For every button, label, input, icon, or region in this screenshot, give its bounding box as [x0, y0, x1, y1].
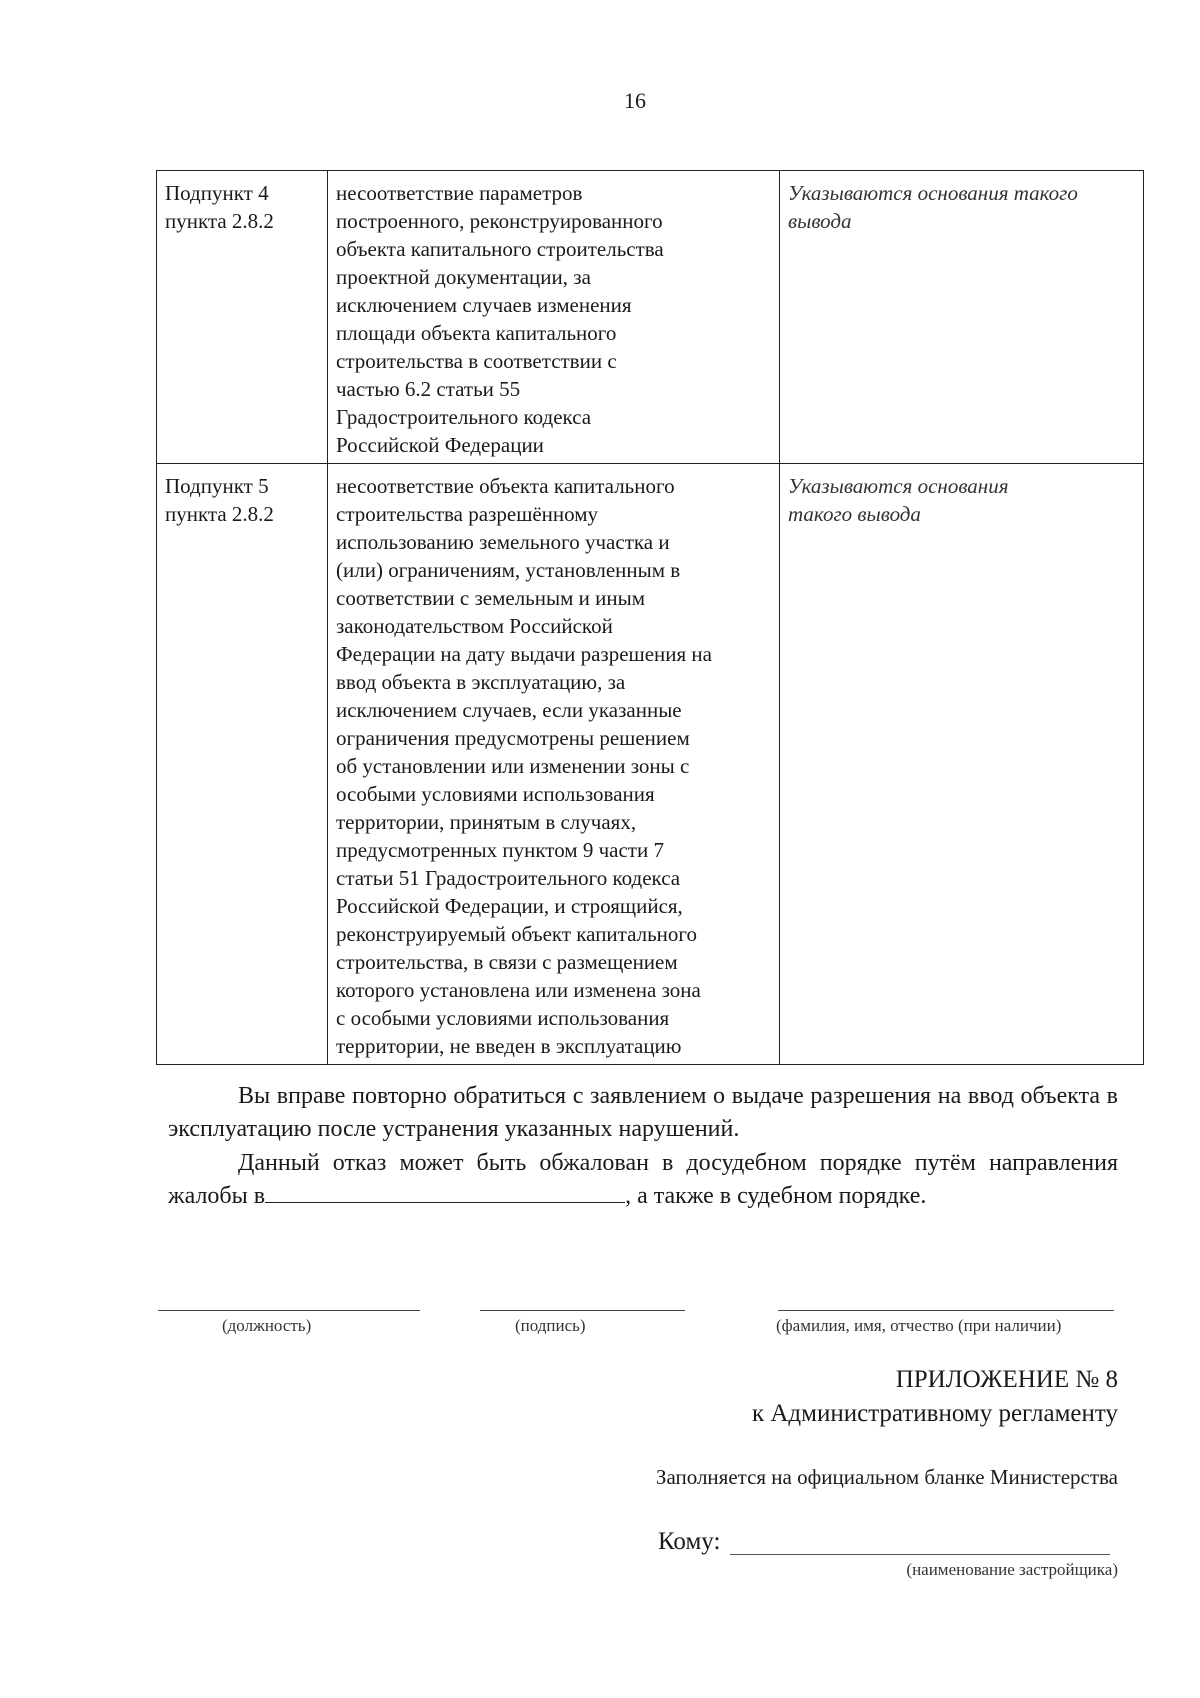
cell-line: частью 6.2 статьи 55	[336, 377, 521, 401]
cell-line: Подпункт 5	[165, 474, 269, 498]
position-label: (должность)	[222, 1316, 312, 1335]
cell-line: строительства разрешённому	[336, 502, 599, 526]
appeal-text-end: , а также в судебном порядке.	[625, 1183, 927, 1209]
cell-line: вывода	[788, 209, 852, 233]
cell-line: (или) ограничениям, установленным в	[336, 558, 681, 582]
cell-line: территории, не введен в эксплуатацию	[336, 1034, 682, 1058]
signature-line	[480, 1310, 685, 1311]
cell-line: площади объекта капитального	[336, 321, 617, 345]
cell-line: предусмотренных пунктом 9 части 7	[336, 838, 664, 862]
table-row	[157, 171, 1144, 464]
cell-line: Российской Федерации, и строящийся,	[336, 894, 683, 918]
cell-line: которого установлена или изменена зона	[336, 978, 701, 1002]
cell-line: пункта 2.8.2	[165, 502, 274, 526]
cell-line: несоответствие параметров	[336, 181, 583, 205]
cell-line: особыми условиями использования	[336, 782, 655, 806]
cell-line: проектной документации, за	[336, 265, 591, 289]
position-line	[158, 1310, 420, 1311]
clause-cell	[157, 464, 328, 1065]
grounds-table	[156, 170, 1144, 1065]
appeal-text-start: Данный отказ может быть обжалован в досудебном порядке путём направления жалобы в	[168, 1150, 1118, 1209]
appendix-subtitle: к Административному регламенту	[751, 1400, 1118, 1427]
cell-line: Федерации на дату выдачи разрешения на	[336, 642, 712, 666]
appeal-body-blank	[265, 1180, 625, 1203]
recipient-label: Кому:	[658, 1528, 721, 1555]
cell-line: Указываются основания	[788, 474, 1009, 498]
cell-line: Подпункт 4	[165, 181, 269, 205]
cell-line: пункта 2.8.2	[165, 209, 274, 233]
cell-line: такого вывода	[788, 502, 921, 526]
cell-line: соответствии с земельным и иным	[336, 586, 646, 610]
cell-line: реконструируемый объект капитального	[336, 922, 697, 946]
note-cell	[780, 464, 1144, 1065]
cell-line: Российской Федерации	[336, 433, 544, 457]
cell-line: строительства, в связи с размещением	[336, 950, 678, 974]
cell-line: территории, принятым в случаях,	[336, 810, 637, 834]
appendix-title: ПРИЛОЖЕНИЕ № 8	[895, 1366, 1118, 1393]
cell-line: исключением случаев изменения	[336, 293, 632, 317]
appeal-paragraph	[168, 1147, 1118, 1213]
reapply-paragraph: Вы вправе повторно обратиться с заявлением о выдаче разрешения на ввод объекта в эксплуатацию после устранения указанных нарушений.	[168, 1083, 1118, 1142]
cell-line: ограничения предусмотрены решением	[336, 726, 690, 750]
note-cell	[780, 171, 1144, 464]
cell-line: с особыми условиями использования	[336, 1006, 670, 1030]
cell-line: Указываются основания такого	[788, 181, 1078, 205]
recipient-caption: (наименование застройщика)	[906, 1560, 1118, 1579]
cell-line: законодательством Российской	[336, 614, 613, 638]
cell-line: построенного, реконструированного	[336, 209, 663, 233]
name-line	[778, 1310, 1114, 1311]
cell-line: статьи 51 Градостроительного кодекса	[336, 866, 681, 890]
table-row	[157, 464, 1144, 1065]
ground-cell	[328, 464, 780, 1065]
cell-line: ввод объекта в эксплуатацию, за	[336, 670, 626, 694]
letterhead-note: Заполняется на официальном бланке Министерства	[655, 1465, 1118, 1489]
cell-line: исключением случаев, если указанные	[336, 698, 682, 722]
ground-cell	[328, 171, 780, 464]
cell-line: объекта капитального строительства	[336, 237, 664, 261]
signature-label: (подпись)	[515, 1316, 586, 1335]
cell-line: использованию земельного участка и	[336, 530, 670, 554]
cell-line: несоответствие объекта капитального	[336, 474, 675, 498]
clause-cell	[157, 171, 328, 464]
recipient-line	[730, 1554, 1110, 1555]
cell-line: об установлении или изменении зоны с	[336, 754, 690, 778]
cell-line: строительства в соответствии с	[336, 349, 617, 373]
page-number: 16	[624, 88, 646, 113]
name-label: (фамилия, имя, отчество (при наличии)	[776, 1316, 1062, 1335]
cell-line: Градостроительного кодекса	[336, 405, 592, 429]
